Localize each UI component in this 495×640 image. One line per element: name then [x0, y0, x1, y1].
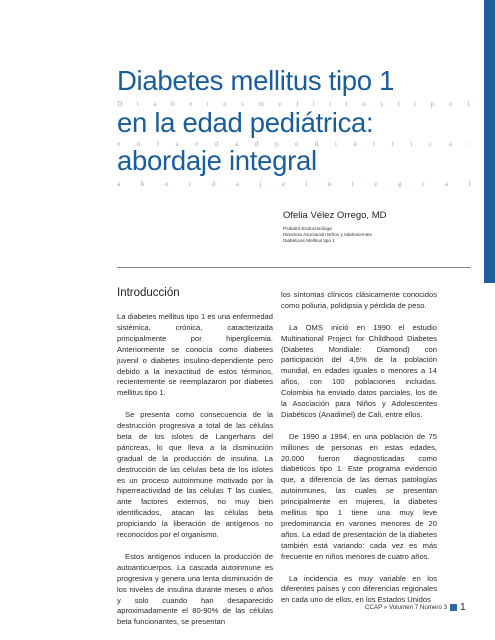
left-column [117, 312, 273, 639]
title-ghost-3: a b o r d a j e i n t e g r a l [117, 179, 471, 188]
title-line-2: en la edad pediátrica: [117, 107, 374, 138]
author-affiliation: Directora Asociación Niños y Adolescentes [283, 232, 372, 237]
title-ghost-2: e n l a e d a d p e d i á t r i c a : [117, 139, 471, 148]
title-line-3: abordaje integral [117, 145, 317, 176]
page-footer [365, 602, 466, 612]
paragraph: La diabetes mellitus tipo 1 es una enfermedad sistémica, crónica, caracterizada principalmente por hiperglicemia. Anteriormente se conocía como diabetes juvenil o diabetes insulino-dependiente pero debido a la inexactitud de estos términos, recientemente se reemplazaron por diabetes mellitus tipo 1. [117, 312, 273, 398]
paragraph: los síntomas clínicos clásicamente conocidos como poliuria, polidipsia y pérdida de peso. [281, 290, 437, 310]
accent-bar [484, 0, 495, 283]
section-heading: Introducción [117, 287, 180, 299]
right-column [281, 290, 437, 617]
title-ghost-1: D i a b e t e s m e l l i t u s t i p o 1 [117, 99, 471, 108]
author-name: Ofelia Vélez Orrego, MD [283, 210, 387, 221]
journal-label: CCAP » Volumen 7 Número 3 [365, 603, 448, 611]
section-divider [117, 267, 471, 268]
title-line-1: Diabetes mellitus tipo 1 [117, 65, 395, 96]
paragraph: Estos antígenos inducen la producción de autoanticuerpos. La cascada autoinmune es progresiva y genera una lenta disminución de los niveles de insulina durante meses o años y solo cuando han desaparecido aproximadamente el 80-90% de las células beta funcionantes, se presentan [117, 551, 273, 627]
paragraph: La incidencia es muy variable en los diferentes países y con diferencias regionales en cada uno de ellos, en los Estados Unidos [281, 573, 437, 605]
page-number: 1 [460, 601, 466, 613]
square-icon [450, 604, 457, 611]
paragraph: De 1990 a 1994, en una población de 75 millones de personas en estas edades, 20.000 fueron diagnosticadas como diabéticos tipo 1. Este programa evidenció que, a diferencia de las demas patologías autoinmunes, las cuales se presentan principalmente en mujeres, la diabetes mellitus tipo 1 tiene una muy leve predominancia en varones menores de 20 años. La edad de presentación de la diabetes también está variando: cada vez es más frecuente en niños menores de cuatro años. [281, 431, 437, 561]
author-affiliation: Pediatra Endocrinóloga [283, 226, 332, 231]
author-affiliation: Diabéticos Mellitus tipo 1 [283, 238, 335, 243]
paragraph: Se presenta como consecuencia de la destrucción progresiva a total de las células beta de los islotes de Langerhans del páncreas, lo que lleva a la disminución gradual de la producción de insulina. La destrucción de las células beta de los islotes es un proceso autoinmune motivado por la hiperreactividad de las células T las cuales, ante factores externos, no muy bien identificados, atacan las células beta propiciando la liberación de antígenos no reconocidos por el organismo. [117, 410, 273, 540]
paragraph: La OMS inició en 1990 el estudio Multinational Project for Childhood Diabetes (Diabetes Mondiale: Diamond) con participación del 4,5% de la población mundial, en edades iguales o menores a 14 años, con 100 poblaciones incluidas. Colombia ha enviado datos parciales, los de la Asociación para Niños y Adolescentes Diabéticos (Anadimel) de Cali, entre ellos. [281, 322, 437, 419]
